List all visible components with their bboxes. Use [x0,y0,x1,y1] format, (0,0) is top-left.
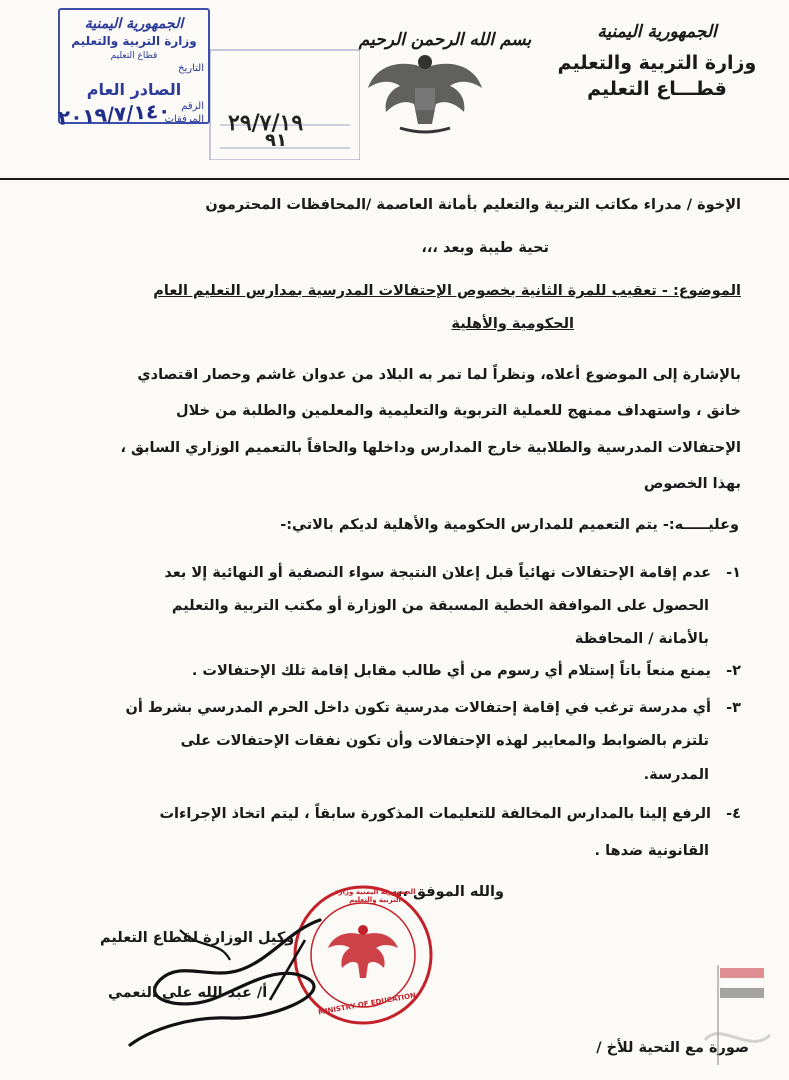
basmala: بسم الله الرحمن الرحيم [358,30,532,50]
list-item-line: أي مدرسة ترغب في إقامة إحتفالات مدرسية تكون داخل الحرم المدرسي بشرط أن [125,700,711,716]
stamp-date-value: ٢٠١٩/٧/١٤٠ [57,98,171,130]
eagle-emblem-icon [360,28,490,138]
carbon-copy-line: صورة مع التحية للأخ / [596,1040,749,1056]
list-number: ٢- [726,663,741,679]
signatory-name: أ/ عبد الله علي النعمي [108,985,268,1001]
greeting: تحية طيبة وبعد ،،، [421,240,549,256]
stamp-title: الصادر العام [86,80,182,99]
seal-english-text: MINISTRY OF EDUCATION [317,991,417,1017]
seal-arabic-text: الجمهورية اليمنية وزارة التربية والتعليم [334,888,416,904]
ministry-name: وزارة التربية والتعليم [557,52,757,74]
sector-name: قطـــاع التعليم [587,78,727,100]
flag-watermark-icon [700,960,780,1070]
paragraph-line: بهذا الخصوص [643,476,741,492]
list-item-line: عدم إقامة الإحتفالات نهائياً قبل إعلان النتيجة سواء النصفية أو النهائية إلا بعد [164,565,711,581]
signatory-title: وكيل الوزارة لقطاع التعليم [100,930,295,946]
stamp-date-label: التاريخ [178,63,204,74]
addressee: الإخوة / مدراء مكاتب التربية والتعليم بأمانة العاصمة /المحافظات المحترمون [205,197,741,213]
stamp-attachments-label: المرفقات [164,114,204,125]
subject-line-1: الموضوع: - تعقيب للمرة الثانية بخصوص الإحتفالات المدرسية بمدارس التعليم العام [153,283,741,299]
republic-name: الجمهورية اليمنية [597,22,717,42]
list-item-line: يمنع منعاً باتاً إستلام أي رسوم من أي طالب مقابل إقامة تلك الإحتفالات . [191,663,711,679]
subject-line-2: الحكومية والأهلية [451,316,574,332]
paragraph-line: خانق ، واستهداف ممنهج للعملية التربوية والتعليمية والمعلمين والطلبة من خلال [176,403,741,419]
stamp-sector: قطاع التعليم [110,51,158,61]
header-divider [0,178,789,180]
list-item-line: القانونية ضدها . [594,843,709,859]
list-number: ٤- [726,806,741,822]
handwritten-signature [120,900,340,1050]
list-item-line: الرفع إلينا بالمدارس المخالفة للتعليمات المذكورة سابقاً ، ليتم اتخاذ الإجراءات [159,806,711,822]
list-item-line: المدرسة. [643,767,709,783]
stamp-ministry: وزارة التربية والتعليم [71,34,197,48]
list-item-line: بالأمانة / المحافظة [574,631,709,647]
list-number: ٣- [726,700,741,716]
reference-number: ٩١ [265,130,287,151]
letterhead [557,22,757,100]
list-intro: وعليـــــه:- يتم التعميم للمدارس الحكومية والأهلية لديكم بالاتي:- [280,517,739,533]
list-item-line: تلتزم بالضوابط والمعايير لهذه الإحتفالات وأن تكون نفقات الإحتفالات على [180,733,709,749]
reference-date: ٢٩/٧/١٩ [228,110,304,136]
closing: والله الموفق ،،، [391,884,504,900]
list-number: ١- [726,565,741,581]
paragraph-line: الإحتفالات المدرسية والطلابية خارج المدارس وداخلها والحاقاً بالتعميم الوزاري السابق ، [120,440,741,456]
list-item-line: الحصول على الموافقة الخطية المسبقة من الوزارة أو مكتب التربية والتعليم [171,598,709,614]
stamp-republic: الجمهورية اليمنية [84,16,184,32]
stamp-number-label: الرقم [181,101,204,112]
paragraph-line: بالإشارة إلى الموضوع أعلاه، ونظراً لما تمر به البلاد من عدوان غاشم وحصار اقتصادي [137,367,741,383]
